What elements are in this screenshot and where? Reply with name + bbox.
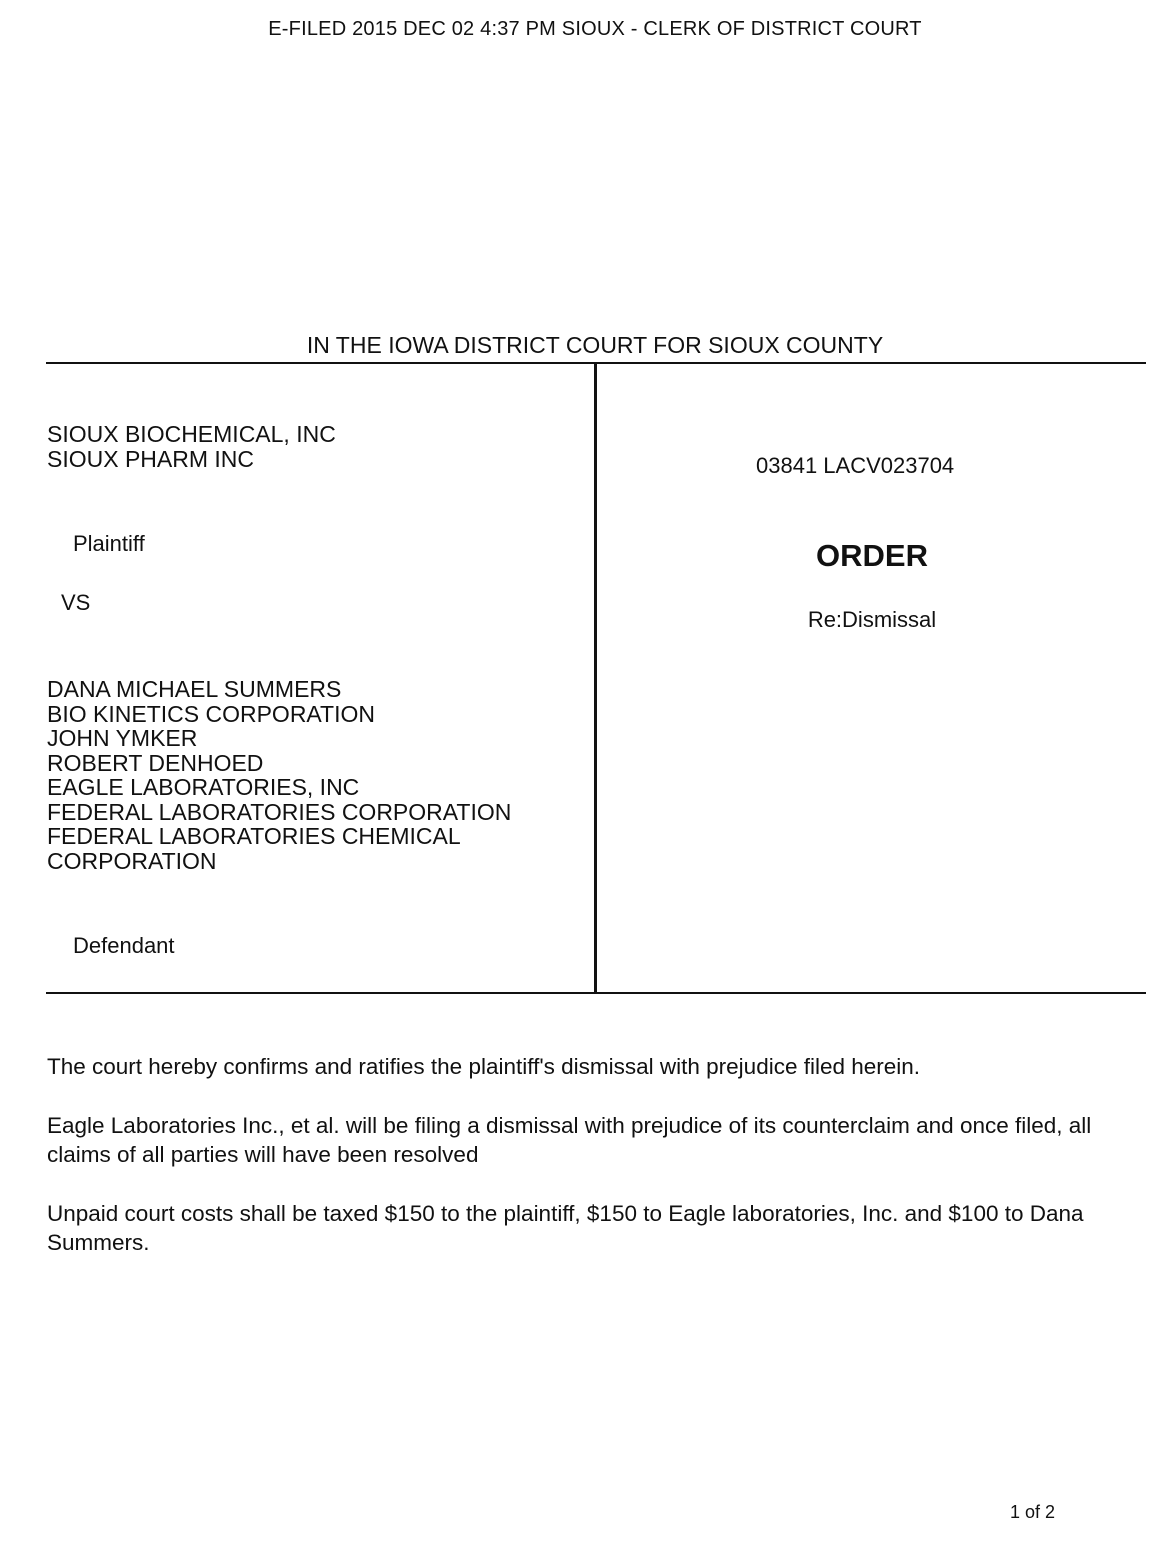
defendant-name: BIO KINETICS CORPORATION	[47, 700, 375, 727]
page-number: 1 of 2	[1010, 1502, 1056, 1522]
order-paragraph: The court hereby confirms and ratifies the plaintiff's dismissal with prejudice filed herein.	[47, 1054, 921, 1079]
order-paragraph: Unpaid court costs shall be taxed $150 to the plaintiff, $150 to Eagle laboratories, Inc. and $100 to Dana Summers.	[47, 1201, 1084, 1255]
caption-bottom-rule	[46, 992, 1146, 994]
defendant-name: CORPORATION	[47, 847, 217, 874]
defendant-label: Defendant	[73, 933, 175, 958]
case-number: 03841 LACV023704	[756, 453, 955, 478]
plaintiffs-list	[47, 422, 336, 471]
defendant-name: ROBERT DENHOED	[47, 749, 264, 776]
plaintiff-label: Plaintiff	[73, 531, 145, 556]
defendant-name: EAGLE LABORATORIES, INC	[47, 774, 360, 800]
defendant-name: FEDERAL LABORATORIES CORPORATION	[47, 798, 512, 825]
defendant-name: FEDERAL LABORATORIES CHEMICAL	[47, 823, 461, 849]
plaintiff-name: SIOUX BIOCHEMICAL, INC	[47, 421, 336, 447]
efiled-stamp: E-FILED 2015 DEC 02 4:37 PM SIOUX - CLERK OF DISTRICT COURT	[268, 18, 922, 40]
defendant-name: JOHN YMKER	[47, 725, 198, 751]
order-title: ORDER	[816, 538, 928, 573]
order-subject: Re:Dismissal	[807, 607, 937, 632]
order-paragraph: Eagle Laboratories Inc., et al. will be filing a dismissal with prejudice of its counterclaim and once filed, all claims of all parties will have been resolved	[47, 1113, 1092, 1167]
versus-label: VS	[61, 590, 91, 615]
defendants-list	[47, 677, 511, 873]
plaintiff-name: SIOUX PHARM INC	[47, 445, 255, 472]
defendant-name: DANA MICHAEL SUMMERS	[47, 676, 342, 702]
caption-divider	[594, 364, 597, 992]
court-title: IN THE IOWA DISTRICT COURT FOR SIOUX COUNTY	[306, 332, 884, 358]
